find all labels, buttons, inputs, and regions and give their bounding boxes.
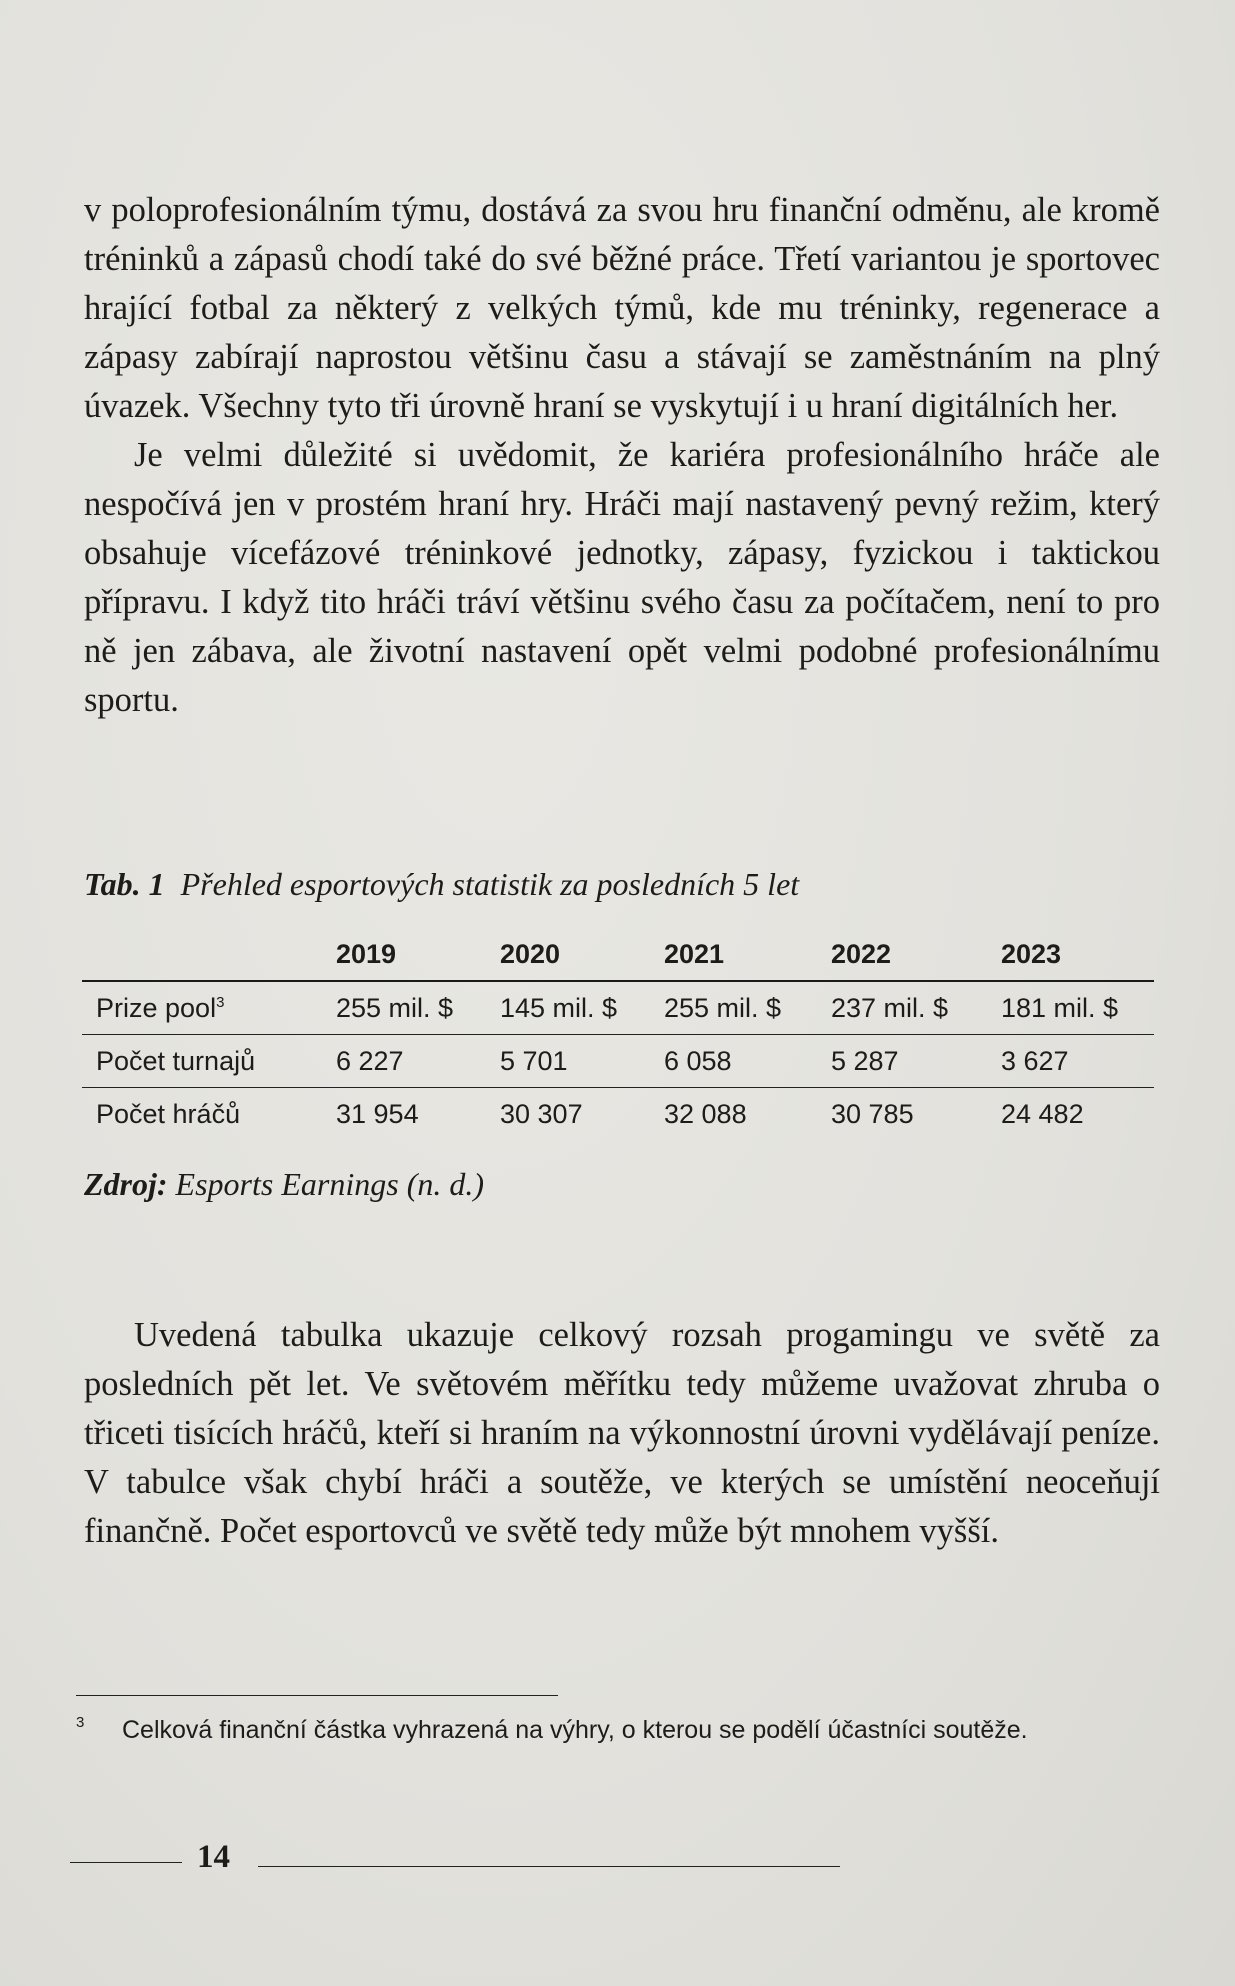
- table-caption: [84, 866, 799, 903]
- table-cell: 145 mil. $: [500, 981, 664, 1035]
- table-header-cell: 2019: [336, 928, 500, 981]
- esports-stats-table: [82, 928, 1154, 1140]
- source-text: Esports Earnings (n. d.): [175, 1166, 484, 1202]
- page-number-rule-left: [70, 1862, 182, 1863]
- footnote-number: 3: [76, 1714, 85, 1731]
- table-cell: 32 088: [664, 1098, 747, 1129]
- table-cell: 181 mil. $: [1001, 981, 1154, 1035]
- table-row: [82, 1035, 1154, 1088]
- table-caption-label: Tab. 1: [84, 866, 165, 902]
- footnote: [76, 1713, 1166, 1747]
- table-source: [84, 1166, 484, 1203]
- footnote-text: Celková finanční částka vyhrazená na výhry, o kterou se podělí účastníci soutěže.: [122, 1716, 1028, 1744]
- page-number-rule-right: [258, 1866, 840, 1867]
- table-header-cell: 2020: [500, 928, 664, 981]
- paragraph: Uvedená tabulka ukazuje celkový rozsah progamingu ve světě za posledních pět let. Ve světovém měřítku tedy můžeme uvažovat zhruba o třiceti tisících hráčů, kteří si hraním na výkonnostní úrovni vydělávají peníze. V tabulce však chybí hráči a soutěže, ve kterých se umístění neoceňují finančně. Počet esportovců ve světě tedy může být mnohem vyšší.: [84, 1316, 1160, 1550]
- row-label-text: Prize pool: [96, 992, 217, 1023]
- table-header-cell: 2023: [1001, 928, 1154, 981]
- table-cell: 24 482: [1001, 1098, 1084, 1129]
- table-cell: 30 785: [831, 1098, 914, 1129]
- table-row-label: [82, 1088, 336, 1141]
- table-header-row: [82, 928, 1154, 981]
- body-text-bottom: [84, 1311, 1160, 1556]
- table-header-cell: 2022: [831, 928, 1001, 981]
- table-caption-text: Přehled esportových statistik za posledních 5 let: [180, 866, 800, 902]
- row-label-text: Počet hráčů: [96, 1098, 241, 1129]
- table-cell: 6 227: [336, 1035, 500, 1088]
- footnote-ref: 3: [216, 993, 225, 1011]
- body-text-top: [84, 186, 1160, 725]
- table-cell: 31 954: [336, 1098, 419, 1129]
- table-cell: 237 mil. $: [831, 981, 1001, 1035]
- footnote-divider: [76, 1695, 558, 1696]
- table-row: [82, 1088, 1154, 1141]
- table-row: [82, 981, 1154, 1035]
- paragraph-continuation: v poloprofesionálním týmu, dostává za svou hru finanční odměnu, ale kromě tréninků a zápasů chodí také do své běžné práce. Třetí variantou je sportovec hrající fotbal za některý z velkých týmů, kde mu tréninky, regenerace a zápasy zabírají naprostou většinu času a stávají se zaměstnáním na plný úvazek. Všechny tyto tři úrovně hraní se vyskytují i u hraní digitálních her.: [84, 191, 1160, 425]
- table-cell: 5 701: [500, 1035, 664, 1088]
- table-cell: 5 287: [831, 1035, 1001, 1088]
- table-cell: 6 058: [664, 1035, 831, 1088]
- table-cell: 30 307: [500, 1098, 583, 1129]
- paragraph: Je velmi důležité si uvědomit, že kariéra profesionálního hráče ale nespočívá jen v prostém hraní hry. Hráči mají nastavený pevný režim, který obsahuje vícefázové tréninkové jednotky, zápasy, fyzickou i taktickou přípravu. I když tito hráči tráví většinu svého času za počítačem, není to pro ně jen zábava, ale životní nastavení opět velmi podobné profesionálnímu sportu.: [84, 436, 1160, 719]
- source-label: Zdroj:: [84, 1166, 168, 1202]
- table-cell: 255 mil. $: [664, 981, 831, 1035]
- table-row-label: [82, 1035, 336, 1088]
- table-header-cell: 2021: [664, 928, 831, 981]
- row-label-text: Počet turnajů: [96, 1045, 256, 1076]
- table-cell: 3 627: [1001, 1035, 1154, 1088]
- table-header-cell: [82, 928, 336, 981]
- table-row-label: [82, 981, 336, 1035]
- page-number: 14: [197, 1839, 230, 1875]
- table-cell: 255 mil. $: [336, 981, 500, 1035]
